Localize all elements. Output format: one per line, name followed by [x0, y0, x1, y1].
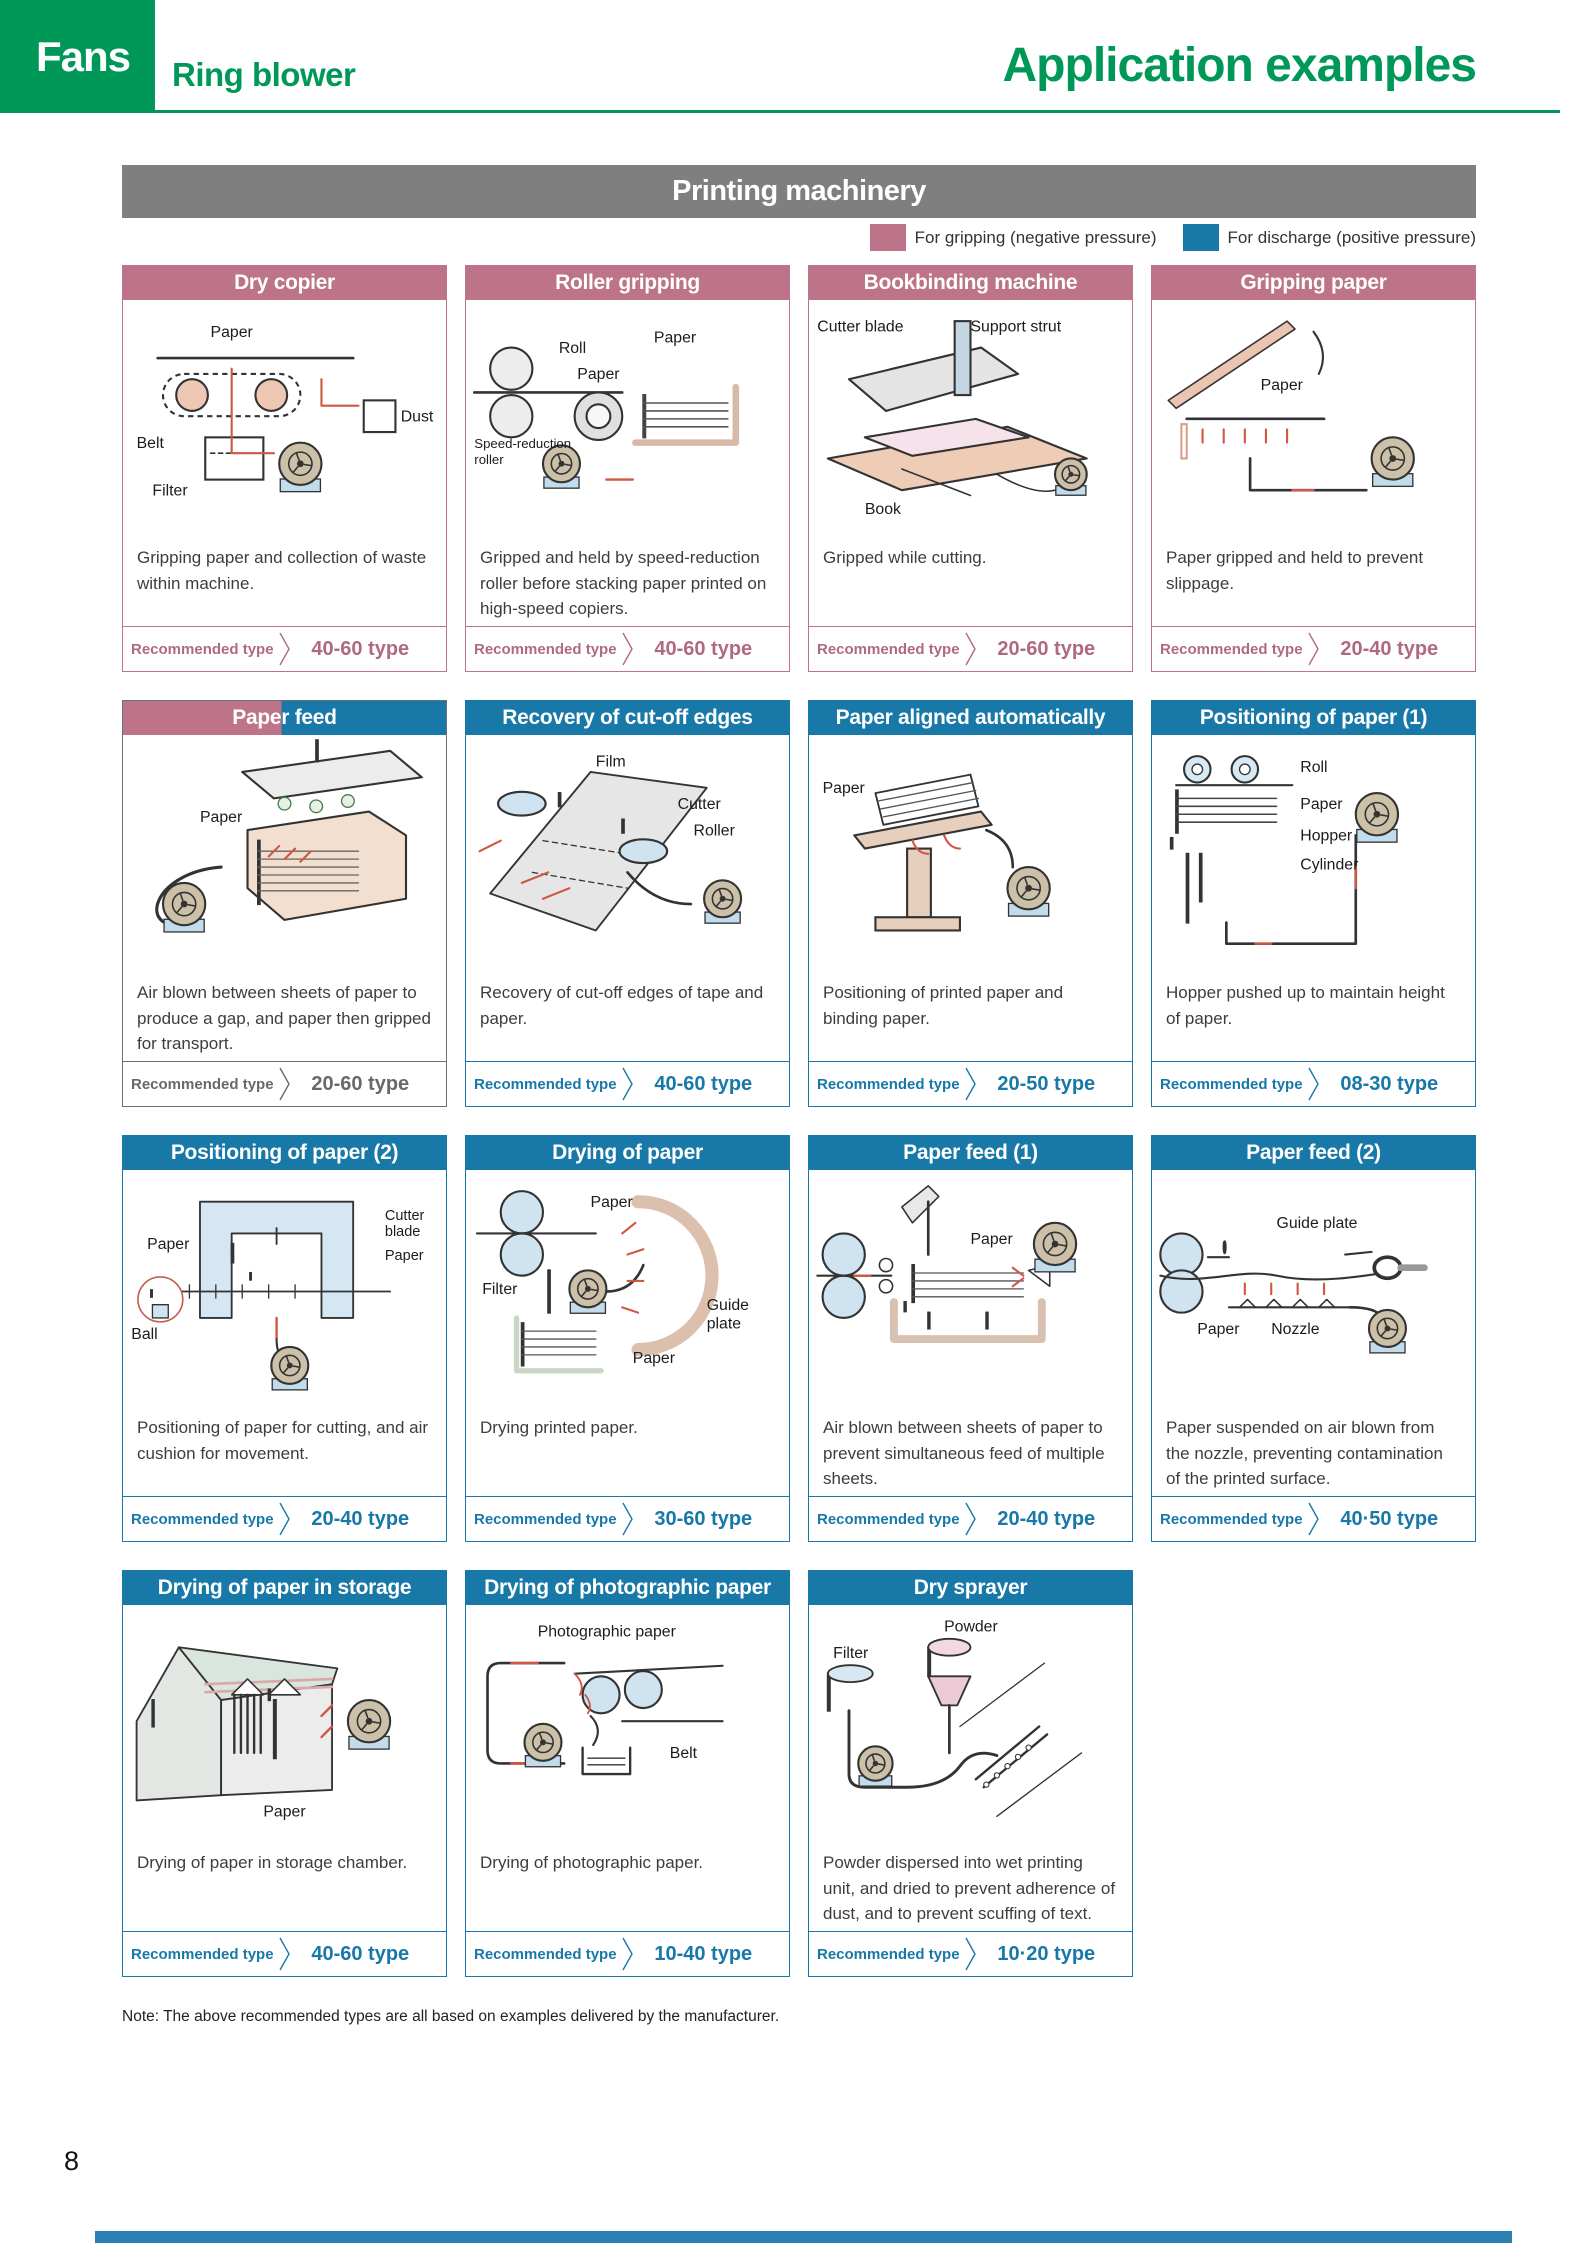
illustration-shape	[278, 797, 291, 810]
card-illustration	[466, 1170, 789, 1413]
illustration-shape	[583, 1676, 620, 1713]
chevron-right-icon	[622, 1067, 634, 1101]
illustration-shape	[310, 800, 323, 813]
illustration-shape	[587, 404, 611, 428]
illustration-label: Paper	[147, 1236, 190, 1254]
app-card-6	[465, 700, 790, 1107]
illustration-label: Guide plate	[1276, 1215, 1358, 1233]
illustration-shape	[501, 1191, 543, 1233]
app-card-4	[1151, 265, 1476, 672]
illustration-shape	[904, 1302, 905, 1311]
page-title: Application examples	[1002, 39, 1476, 92]
app-card-10	[465, 1135, 790, 1542]
illustration-shape	[517, 1318, 602, 1371]
illustration-label: Filter	[152, 482, 188, 500]
illustration-shape	[498, 792, 546, 816]
illustration-shape	[643, 395, 645, 437]
illustration-shape	[321, 379, 358, 405]
card-footer	[1152, 1061, 1475, 1106]
illustration-shape	[622, 1307, 638, 1312]
card-description: Paper suspended on air blown from the nozzle, preventing contamination of the printed surface.	[1166, 1418, 1443, 1488]
app-card-2	[465, 265, 790, 672]
card-illustration	[123, 300, 446, 543]
illustration-label: Paper	[1197, 1320, 1240, 1338]
card-footer	[809, 626, 1132, 671]
card-title: Gripping paper	[1152, 266, 1475, 300]
chevron-right-icon	[622, 1937, 634, 1971]
illustration-label: Filter	[833, 1644, 869, 1662]
card-illustration	[1152, 735, 1475, 978]
illustration-label: Hopper	[1300, 827, 1353, 845]
blower-fan-icon	[569, 1270, 606, 1313]
recommended-type-value: 20-60 type	[997, 637, 1096, 660]
card-description: Recovery of cut-off edges of tape and paper.	[480, 983, 764, 1028]
illustration-shape	[894, 1302, 1042, 1339]
illustration-shape	[986, 1313, 987, 1329]
app-card-5	[122, 700, 447, 1107]
card-description: Positioning of paper for cutting, and air cushion for movement.	[137, 1418, 429, 1463]
illustration-shape	[955, 321, 971, 395]
illustration-shape	[274, 1700, 276, 1758]
illustration-shape	[1171, 838, 1173, 849]
chevron-right-icon	[965, 632, 977, 666]
legend-positive-swatch	[1183, 224, 1219, 251]
recommended-type-label: Recommended type	[474, 640, 617, 658]
chevron-right-icon	[622, 632, 634, 666]
card-title: Paper feed (1)	[809, 1136, 1132, 1170]
card-illustration	[123, 1605, 446, 1848]
card-footer	[123, 1061, 446, 1106]
illustration-shape	[622, 820, 624, 833]
illustration-label: Paper	[210, 323, 253, 341]
illustration-shape	[606, 1265, 643, 1291]
recommended-type-label: Recommended type	[817, 1510, 960, 1528]
section-banner: Printing machinery	[122, 165, 1476, 218]
illustration-shape	[902, 1186, 939, 1223]
illustration-shape	[823, 1276, 865, 1318]
card-illustration	[1152, 1170, 1475, 1413]
recommended-type-label: Recommended type	[474, 1510, 617, 1528]
card-description: Hopper pushed up to maintain height of paper.	[1166, 983, 1445, 1028]
recommended-type-label: Recommended type	[474, 1075, 617, 1093]
illustration-shape	[522, 1323, 524, 1365]
illustration-label: Filter	[482, 1281, 518, 1299]
illustration-shape	[242, 751, 422, 799]
illustration-shape	[907, 849, 931, 918]
illustration-shape	[342, 795, 355, 808]
card-illustration	[466, 300, 789, 543]
recommended-type-label: Recommended type	[131, 1945, 274, 1963]
app-card-9	[122, 1135, 447, 1542]
app-card-1	[122, 265, 447, 672]
illustration-shape	[879, 1258, 892, 1271]
product-subtitle: Ring blower	[172, 56, 356, 93]
card-footer	[1152, 1496, 1475, 1541]
card-illustration	[809, 300, 1132, 543]
illustration-shape	[1250, 458, 1366, 490]
illustration-label: Powder	[944, 1618, 998, 1636]
chevron-right-icon	[1308, 1502, 1320, 1536]
app-card-12	[1151, 1135, 1476, 1542]
card-footer	[809, 1931, 1132, 1976]
recommended-type-value: 08-30 type	[1340, 1072, 1439, 1095]
legend	[122, 224, 1476, 251]
illustration-shape	[997, 1753, 1082, 1816]
illustration-shape	[1240, 1299, 1335, 1307]
recommended-type-value: 20-40 type	[997, 1507, 1096, 1530]
illustration-label: Nozzle	[1271, 1320, 1320, 1338]
recommended-type-label: Recommended type	[1160, 1510, 1303, 1528]
blower-fan-icon	[1372, 437, 1414, 486]
illustration-shape	[944, 835, 960, 848]
illustration-label: Paper	[384, 1247, 424, 1264]
illustration-shape	[316, 740, 318, 761]
recommended-type-label: Recommended type	[817, 640, 960, 658]
illustration-label: Paper	[653, 329, 697, 347]
illustration-shape	[1181, 424, 1186, 458]
card-title: Roller gripping	[466, 266, 789, 300]
chevron-right-icon	[965, 1502, 977, 1536]
illustration-shape	[620, 839, 668, 863]
illustration-shape	[960, 1663, 1045, 1726]
illustration-label: Paper	[590, 1193, 633, 1211]
chevron-right-icon	[279, 1937, 291, 1971]
card-footer	[466, 1061, 789, 1106]
illustration-shape	[258, 841, 260, 904]
chevron-right-icon	[279, 1502, 291, 1536]
illustration-shape	[879, 1280, 892, 1293]
card-illustration	[123, 1170, 446, 1413]
illustration-label: Paper	[822, 780, 865, 798]
illustration-label: Film	[595, 753, 626, 771]
app-card-3	[808, 265, 1133, 672]
card-description: Powder dispersed into wet printing unit, and dried to prevent adherence of dust, and to prevent scuffing of text.	[823, 1853, 1116, 1923]
illustration-shape	[875, 917, 960, 930]
illustration-shape	[1200, 854, 1202, 902]
recommended-type-value: 20-40 type	[1340, 637, 1439, 660]
recommended-type-label: Recommended type	[474, 1945, 617, 1963]
illustration-label: Photographic paper	[537, 1623, 676, 1641]
illustration-shape	[1224, 1241, 1226, 1253]
bottom-bar	[95, 2231, 1512, 2243]
card-description: Positioning of printed paper and binding paper.	[823, 983, 1064, 1028]
illustration-shape	[625, 1671, 662, 1708]
illustration-shape	[559, 793, 561, 806]
blower-fan-icon	[543, 445, 580, 488]
chevron-right-icon	[965, 1067, 977, 1101]
recommended-type-label: Recommended type	[1160, 1075, 1303, 1093]
recommended-type-value: 20-50 type	[997, 1072, 1096, 1095]
card-description: Gripped and held by speed-reduction roller before stacking paper printed on high-speed copiers.	[480, 548, 767, 618]
recommended-type-label: Recommended type	[1160, 640, 1303, 658]
illustration-label: Cutter blade	[817, 318, 904, 336]
blower-fan-icon	[279, 443, 321, 492]
illustration-shape	[1192, 764, 1203, 775]
recommended-type-label: Recommended type	[131, 1075, 274, 1093]
illustration-shape	[994, 1773, 999, 1778]
illustration-shape	[1240, 764, 1251, 775]
illustration-shape	[591, 1716, 598, 1745]
app-card-7	[808, 700, 1133, 1107]
illustration-label: blade	[384, 1224, 421, 1241]
card-illustration	[809, 1170, 1132, 1413]
brand-block	[0, 0, 155, 113]
illustration-shape	[269, 1690, 270, 1701]
illustration-shape	[828, 1665, 873, 1682]
card-title: Positioning of paper (2)	[123, 1136, 446, 1170]
card-description: Air blown between sheets of paper to prevent simultaneous feed of multiple sheets.	[823, 1418, 1105, 1488]
illustration-shape	[480, 841, 501, 852]
card-title: Paper feed (2)	[1152, 1136, 1475, 1170]
illustration-shape	[1374, 1257, 1400, 1278]
illustration-shape	[622, 1223, 635, 1234]
card-description: Gripped while cutting.	[823, 548, 987, 567]
blower-fan-icon	[1034, 1223, 1076, 1272]
illustration-label: Paper	[1300, 795, 1343, 813]
app-card-8	[1151, 700, 1476, 1107]
legend-negative-swatch	[870, 224, 906, 251]
page-number: 8	[64, 2146, 80, 2176]
illustration-label: Support strut	[970, 318, 1062, 336]
illustration-shape	[501, 1233, 543, 1275]
card-title: Dry sprayer	[809, 1571, 1132, 1605]
illustration-shape	[986, 830, 1012, 867]
illustration-shape	[638, 1202, 712, 1350]
card-footer	[123, 1496, 446, 1541]
card-illustration	[809, 735, 1132, 978]
illustration-shape	[1013, 1268, 1024, 1276]
illustration-shape	[364, 400, 396, 432]
illustration-shape	[490, 348, 532, 390]
illustration-label: Cutter	[677, 795, 721, 813]
illustration-shape	[928, 1676, 970, 1705]
illustration-shape	[1026, 1745, 1031, 1750]
card-title: Dry copier	[123, 266, 446, 300]
blower-fan-icon	[1369, 1310, 1406, 1353]
card-title: Drying of paper	[466, 1136, 789, 1170]
app-card-15	[808, 1570, 1133, 1977]
illustration-shape	[928, 1313, 929, 1329]
illustration-shape	[628, 1249, 644, 1254]
recommended-type-value: 40-60 type	[311, 1942, 410, 1965]
illustration-shape	[1015, 1754, 1020, 1759]
card-description: Drying of photographic paper.	[480, 1853, 704, 1872]
blower-fan-icon	[348, 1700, 390, 1749]
card-description: Drying printed paper.	[480, 1418, 638, 1437]
illustration-shape	[1168, 321, 1295, 408]
illustration-shape	[828, 1674, 830, 1711]
card-footer	[466, 1496, 789, 1541]
card-description: Paper gripped and held to prevent slippage.	[1166, 548, 1424, 593]
illustration-shape	[1187, 854, 1189, 923]
illustration-label: Paper	[199, 809, 243, 827]
illustration-shape	[823, 1233, 865, 1275]
illustration-shape	[176, 379, 208, 411]
illustration-label: Paper	[970, 1230, 1013, 1248]
illustration-label: Speed-reduction	[474, 435, 572, 451]
illustration-shape	[1176, 790, 1178, 832]
illustration-shape	[152, 1700, 153, 1726]
illustration-shape	[255, 379, 287, 411]
illustration-label: Paper	[632, 1349, 676, 1367]
card-title: Bookbinding machine	[809, 266, 1132, 300]
illustration-shape	[984, 1782, 989, 1787]
blower-fan-icon	[524, 1724, 561, 1767]
illustration-shape	[583, 1748, 631, 1774]
card-illustration	[466, 735, 789, 978]
illustration-shape	[152, 1305, 168, 1318]
card-footer	[466, 626, 789, 671]
illustration-shape	[1013, 1278, 1024, 1286]
illustration-label: Cutter	[384, 1208, 425, 1225]
blower-fan-icon	[704, 880, 741, 923]
recommended-type-value: 10·20 type	[997, 1942, 1096, 1965]
recommended-type-value: 40-60 type	[311, 637, 410, 660]
illustration-label: Guide	[706, 1296, 749, 1314]
card-title: Drying of paper in storage	[123, 1571, 446, 1605]
illustration-shape	[997, 474, 1055, 491]
card-footer	[466, 1931, 789, 1976]
illustration-label: Cylinder	[1300, 856, 1359, 874]
illustration-shape	[928, 1639, 970, 1656]
card-illustration	[1152, 300, 1475, 543]
illustration-label: Belt	[136, 434, 164, 452]
card-footer	[809, 1061, 1132, 1106]
recommended-type-value: 30-60 type	[654, 1507, 753, 1530]
illustration-label: Dust	[400, 408, 434, 426]
illustration-shape	[984, 1734, 1047, 1787]
app-card-13	[122, 1570, 447, 1977]
recommended-type-value: 40-60 type	[654, 637, 753, 660]
illustration-shape	[575, 1674, 582, 1695]
illustration-label: Paper	[577, 366, 620, 384]
card-title: Paper aligned automatically	[809, 701, 1132, 735]
chevron-right-icon	[1308, 1067, 1320, 1101]
illustration-label: Roll	[558, 339, 587, 357]
illustration-shape	[635, 387, 735, 442]
illustration-shape	[849, 348, 1018, 411]
illustration-label: plate	[706, 1315, 742, 1333]
card-illustration	[123, 735, 446, 978]
chevron-right-icon	[622, 1502, 634, 1536]
recommended-type-value: 20-60 type	[311, 1072, 410, 1095]
chevron-right-icon	[965, 1937, 977, 1971]
card-title: Paper feed	[123, 701, 446, 735]
recommended-type-value: 40·50 type	[1340, 1507, 1439, 1530]
card-footer	[1152, 626, 1475, 671]
card-title: Drying of photographic paper	[466, 1571, 789, 1605]
illustration-shape	[490, 395, 532, 437]
illustration-shape	[200, 1202, 353, 1318]
recommended-type-label: Recommended type	[131, 1510, 274, 1528]
recommended-type-label: Recommended type	[817, 1075, 960, 1093]
recommended-type-label: Recommended type	[131, 640, 274, 658]
illustration-label: Belt	[669, 1745, 698, 1763]
chevron-right-icon	[279, 632, 291, 666]
illustration-shape	[250, 1273, 251, 1280]
illustration-shape	[151, 1290, 152, 1297]
illustration-label: Roller	[693, 822, 735, 840]
recommended-type-value: 20-40 type	[311, 1507, 410, 1530]
recommended-type-value: 40-60 type	[654, 1072, 753, 1095]
card-description: Gripping paper and collection of waste within machine.	[137, 548, 427, 593]
illustration-shape	[248, 812, 406, 920]
header-rule	[155, 110, 1560, 113]
blower-fan-icon	[858, 1746, 892, 1786]
legend-negative-label: For gripping (negative pressure)	[914, 227, 1157, 247]
application-grid	[122, 265, 1476, 1977]
recommended-type-value: 10-40 type	[654, 1942, 753, 1965]
illustration-shape	[1345, 1252, 1371, 1255]
blower-fan-icon	[1007, 867, 1049, 916]
chevron-right-icon	[279, 1067, 291, 1101]
card-illustration	[466, 1605, 789, 1848]
card-footer	[123, 626, 446, 671]
illustration-shape	[548, 1270, 550, 1312]
illustration-shape	[205, 437, 263, 479]
card-footer	[809, 1496, 1132, 1541]
card-description: Drying of paper in storage chamber.	[137, 1853, 408, 1872]
illustration-label: Paper	[263, 1803, 306, 1821]
blower-fan-icon	[163, 883, 205, 932]
blower-fan-icon	[1356, 793, 1398, 842]
blower-fan-icon	[1055, 458, 1087, 495]
illustration-shape	[1226, 835, 1355, 943]
blower-fan-icon	[271, 1347, 308, 1390]
chevron-right-icon	[1308, 632, 1320, 666]
app-card-14	[465, 1570, 790, 1977]
illustration-label: Roll	[1300, 758, 1328, 776]
brand-label: Fans	[36, 32, 131, 80]
illustration-shape	[1005, 1763, 1010, 1768]
card-illustration	[809, 1605, 1132, 1848]
card-title: Recovery of cut-off edges	[466, 701, 789, 735]
illustration-label: Ball	[131, 1326, 158, 1344]
illustration-label: Book	[864, 500, 901, 518]
recommended-type-label: Recommended type	[817, 1945, 960, 1963]
card-title: Positioning of paper (1)	[1152, 701, 1475, 735]
note: Note: The above recommended types are all based on examples delivered by the manufacturer.	[122, 2007, 780, 2025]
illustration-shape	[1314, 332, 1324, 374]
card-footer	[123, 1931, 446, 1976]
card-description: Air blown between sheets of paper to produce a gap, and paper then gripped for transport.	[137, 983, 431, 1053]
illustration-label: Paper	[1260, 376, 1303, 394]
app-card-11	[808, 1135, 1133, 1542]
legend-positive-label: For discharge (positive pressure)	[1227, 227, 1476, 247]
illustration-label: roller	[474, 451, 504, 467]
illustration-shape	[232, 1244, 234, 1262]
